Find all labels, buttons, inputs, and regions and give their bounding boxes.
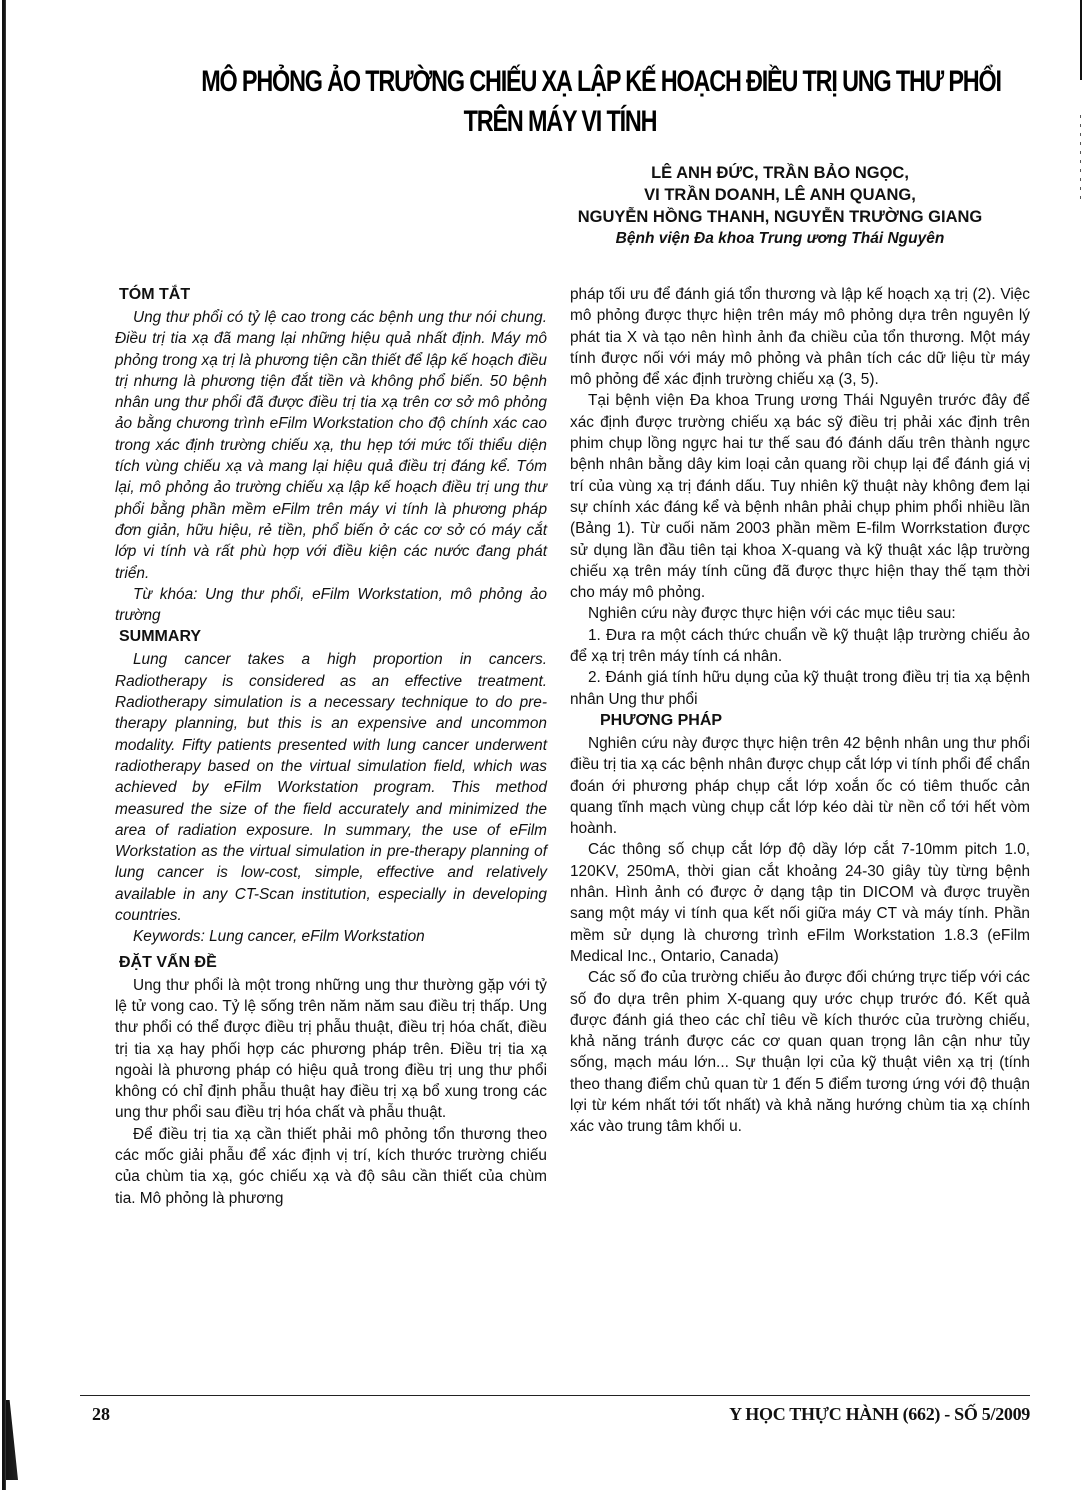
methods-paragraph-2: Các thông số chụp cắt lớp độ dầy lớp cắt 7-10mm pitch 1.0, 120KV, 250mA, thời gian cắt khoảng 24-30 giây tùy từng bệnh nhân. Hình ảnh có được ở dạng tập tin DICOM và được truyền sang một máy vi tính qua kết nối giữa máy CT và máy tính. Phần mềm sử dụng là chương trình eFilm Workstation 1.8.3 (eFilm Medical Inc., Ontario, Canada): [570, 841, 1030, 965]
left-column: [115, 284, 547, 1209]
page-number: 28: [92, 1404, 110, 1424]
intro-heading: ĐẶT VẤN ĐỀ: [119, 953, 217, 971]
abstract-heading: TÓM TẮT: [119, 286, 191, 303]
summary-text: Lung cancer takes a high proportion in cancers. Radiotherapy is considered as an effective treatment. Radiotherapy simulation is a necessary technique to do pre-therapy planning, but this is an expensive and uncommon modality. Fifty patients presented with lung cancer underwent radiotherapy based on the virtual simulation field, which was achieved by eFilm Workstation program. This method measured the size of the field accurately and minimized the area of radiation exposure. In summary, the use of eFilm Workstation as the virtual simulation in pre-therapy planning of lung cancer is low-cost, simple, effective and relatively available in any CT-Scan institution, especially in developing countries.: [115, 651, 547, 925]
journal-citation: Y HỌC THỰC HÀNH (662) - SỐ 5/2009: [729, 1404, 1030, 1424]
objective-1: 1. Đưa ra một cách thức chuẩn về kỹ thuật lập trường chiếu ảo để xạ trị trên máy tính cá nhân.: [570, 626, 1030, 666]
title-line-2: TRÊN MÁY VI TÍNH: [463, 105, 657, 138]
title-line-1: MÔ PHỎNG ẢO TRƯỜNG CHIẾU XẠ LẬP KẾ HOẠCH ĐIỀU TRỊ UNG THƯ PHỔI: [201, 65, 1001, 98]
article-title: [201, 62, 1001, 142]
scan-edge-right-dots: [1080, 115, 1081, 205]
authors-line-3: NGUYỄN HỒNG THANH, NGUYỄN TRƯỜNG GIANG: [577, 208, 983, 226]
keywords-en: Keywords: Lung cancer, eFilm Workstation: [133, 928, 425, 946]
scan-edge-left: [2, 0, 6, 1490]
right-column: [570, 284, 1030, 1138]
methods-paragraph-3: Các số đo của trường chiếu ảo được đối chứng trực tiếp với các số đo dựa trên phim X-quang quy ước chụp trước đó. Kết quả được đánh giá theo các chỉ tiêu về kích thước của trường chiếu, khả năng tránh được các cơ quan quan trọng lân cận như tủy sống, mạch máu lớn... Sự thuận lợi của kỹ thuật viên xạ trị (tính theo thang điểm chủ quan từ 1 đến 5 điểm tương ứng với độ thuận lợi từ kém nhất tới tốt nhất) và khả năng hướng chùm tia xạ chính xác vào trung tâm khối u.: [570, 969, 1030, 1136]
authors-line-1: LÊ ANH ĐỨC, TRẦN BẢO NGỌC,: [651, 164, 909, 182]
intro-paragraph-2: Để điều trị tia xạ cần thiết phải mô phỏng tổn thương theo các mốc giải phẫu để xác định vị trí, kích thước trường chiếu của chùm tia xạ, góc chiếu xạ và độ sâu cần thiết của chùm tia. Mô phỏng là phương: [115, 1125, 547, 1207]
summary-heading: SUMMARY: [119, 628, 202, 646]
keywords-vi: Từ khóa: Ung thư phổi, eFilm Workstation, mô phỏng ảo trường: [115, 585, 547, 625]
objectives-intro: Nghiên cứu này được thực hiện với các mục tiêu sau:: [588, 605, 956, 623]
objective-2: 2. Đánh giá tính hữu dụng của kỹ thuật trong điều trị tia xạ bệnh nhân Ung thư phổi: [570, 669, 1030, 708]
authors-block: [520, 162, 1040, 250]
authors-line-2: VI TRẦN DOANH, LÊ ANH QUANG,: [644, 186, 916, 204]
abstract-text: Ung thư phổi có tỷ lệ cao trong các bệnh ung thư nói chung. Điều trị tia xạ đã mang lại những hiệu quả nhất định. Máy mô phỏng trong xạ trị là phương tiện cần thiết để lập kế hoạch điều trị nhưng là phương tiện đắt tiền và không phổ biến. 50 bệnh nhân ung thư phổi đã được điều trị tia xạ trên cơ sở mô phỏng ảo bằng chương trình eFilm Workstation cho độ chính xác cao trong xác định trường chiếu xạ, thu hẹp tới mức tối thiểu diện tích vùng chiếu xạ và mang lại hiệu quả điều trị đáng kể. Tóm lại, mô phỏng ảo trường chiếu xạ lập kế hoạch điều trị ung thư phổi bằng phần mềm eFilm trên máy vi tính là phương pháp đơn giản, hữu hiệu, rẻ tiền, phổ biến ở các cơ sở có máy cắt lớp vi tính và rất phù hợp với điều kiện các nước đang phát triển.: [115, 309, 547, 582]
intro-paragraph-1: Ung thư phổi là một trong những ung thư thường gặp với tỷ lệ tử vong cao. Tỷ lệ sống trên năm năm sau điều trị thấp. Ung thư phổi có thể được điều trị phẫu thuật, điều trị hóa chất, điều trị tia xạ hay phối hợp các phương pháp trên. Điều trị tia xạ ngoài là phương pháp có hiệu quả trong điều trị ung thư phổi không có chỉ định phẫu thuật hay điều trị xạ bổ xung trong các ung thư phổi sau điều trị hóa chất và phẫu thuật.: [115, 976, 547, 1122]
methods-heading: PHƯƠNG PHÁP: [600, 711, 723, 729]
footer-rule: [80, 1395, 1030, 1396]
intro-paragraph-3: Tại bệnh viện Đa khoa Trung ương Thái Nguyên trước đây để xác định được trường chiếu xạ bác sỹ điều trị phải xác định trên phim chụp lồng ngực hai tư thế sau đó đánh dấu trên thành ngực bệnh nhân bằng dây kim loại cản quang rồi chụp lại để đánh giá vị trí của vùng xạ trị đánh dấu. Tuy nhiên kỹ thuật này không đem lại sự chính xác đáng kể và bệnh nhân phải chụp phim phổi nhiều lần (Bảng 1). Từ cuối năm 2003 phần mềm E-film Worrkstation được sử dụng lần đầu tiên tại khoa X-quang và kỹ thuật xác lập trường chiếu xạ trên máy tính cũng đã được thực hiện thay thế tạm thời cho máy mô phỏng.: [570, 392, 1030, 602]
intro-continued: pháp tối ưu để đánh giá tổn thương và lập kế hoạch xạ trị (2). Việc mô phỏng được thực hiện trên máy mô phỏng dựa trên nguyên lý phát tia X và tạo nên hình ảnh đa chiều của tổn thương. Một máy tính được nối với máy mô phỏng và phân tích các dữ liệu từ máy mô phỏng để xác định trường chiếu xạ (3, 5).: [570, 286, 1030, 389]
scan-edge-right: [1080, 0, 1082, 80]
affiliation: Bệnh viện Đa khoa Trung ương Thái Nguyên: [615, 230, 945, 247]
scan-edge-left-tail: [6, 1400, 18, 1480]
methods-paragraph-1: Nghiên cứu này được thực hiện trên 42 bệnh nhân ung thư phổi điều trị tia xạ các bệnh nhân được chụp cắt lớp vi tính phổi để chẩn đoán ới phương pháp chụp cắt lớp xoắn ốc có tiêm thuốc cản quang tĩnh mạch vùng chụp cắt lớp kéo dài từ nền cổ tới hết vòm hoành.: [570, 734, 1030, 838]
